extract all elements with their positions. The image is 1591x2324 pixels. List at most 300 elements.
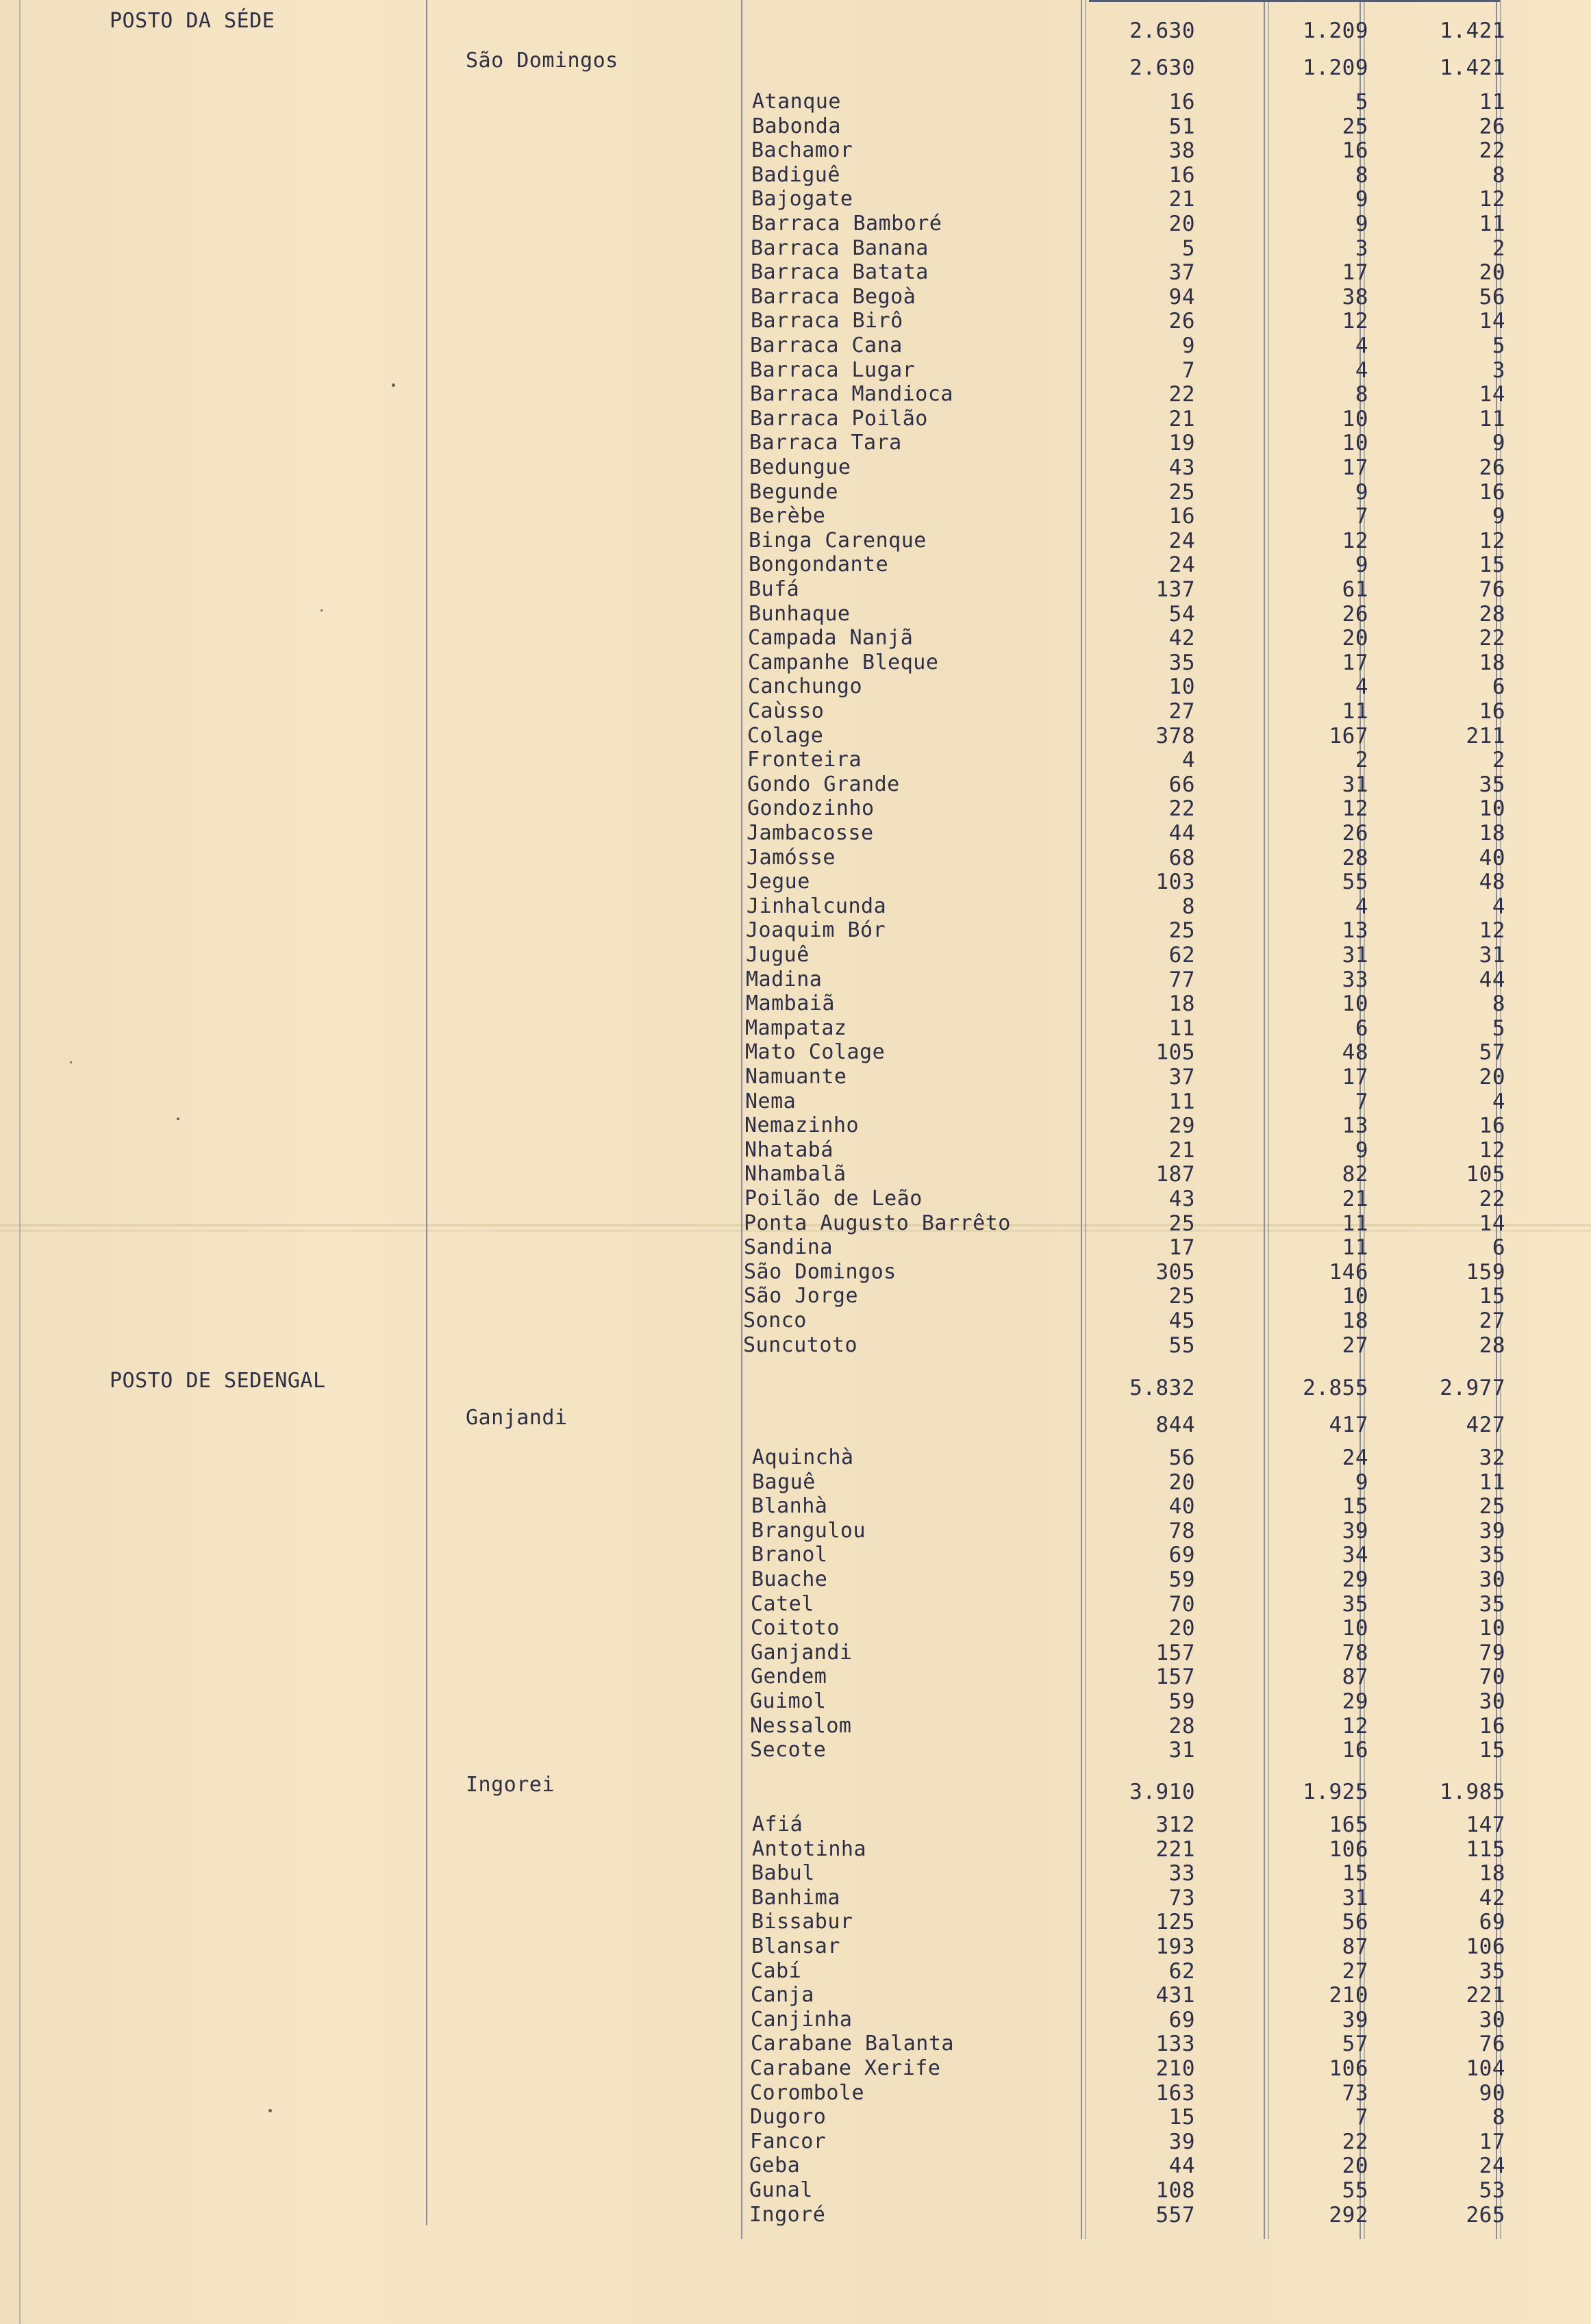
village-total: 69 xyxy=(1168,1543,1195,1567)
village-name: Antotinha xyxy=(752,1837,867,1861)
village-male: 11 xyxy=(1342,1235,1368,1260)
regulado-total-total: 844 xyxy=(1155,1413,1195,1437)
village-male: 31 xyxy=(1342,1886,1368,1910)
village-female: 27 xyxy=(1479,1309,1505,1333)
village-female: 8 xyxy=(1492,163,1505,188)
village-male: 78 xyxy=(1342,1641,1368,1665)
village-male: 73 xyxy=(1342,2081,1368,2106)
village-male: 10 xyxy=(1342,407,1368,431)
cut-off-header xyxy=(1089,0,1500,2)
village-male: 7 xyxy=(1355,504,1368,529)
village-male: 4 xyxy=(1355,333,1368,358)
village-total: 29 xyxy=(1168,1113,1195,1138)
village-total: 38 xyxy=(1168,138,1195,163)
village-male: 9 xyxy=(1355,553,1368,577)
village-total: 17 xyxy=(1168,1235,1195,1260)
village-female: 147 xyxy=(1466,1813,1505,1837)
village-total: 28 xyxy=(1168,1714,1195,1739)
village-female: 104 xyxy=(1466,2056,1505,2081)
village-female: 28 xyxy=(1479,602,1505,627)
village-total: 68 xyxy=(1168,846,1195,870)
village-male: 167 xyxy=(1329,724,1368,748)
village-total: 10 xyxy=(1168,674,1195,699)
regulado-name: Ingorei xyxy=(466,1773,555,1797)
posto-total-female: 1.421 xyxy=(1440,18,1505,43)
village-female: 14 xyxy=(1479,1211,1505,1236)
village-female: 30 xyxy=(1479,2008,1505,2032)
village-female: 8 xyxy=(1492,992,1505,1016)
village-male: 27 xyxy=(1342,1333,1368,1358)
village-male: 21 xyxy=(1342,1187,1368,1211)
village-name: Fronteira xyxy=(747,748,862,772)
village-male: 29 xyxy=(1342,1567,1368,1592)
village-name: Brangulou xyxy=(751,1519,866,1543)
village-female: 11 xyxy=(1479,407,1505,431)
regulado-name: São Domingos xyxy=(466,49,618,73)
village-male: 56 xyxy=(1342,1910,1368,1934)
column-rule xyxy=(1264,0,1265,2239)
village-total: 55 xyxy=(1168,1333,1195,1358)
village-female: 6 xyxy=(1492,1235,1505,1260)
village-name: Banhima xyxy=(751,1886,840,1910)
village-female: 10 xyxy=(1479,796,1505,821)
village-male: 20 xyxy=(1342,626,1368,651)
village-name: Barraca Bamboré xyxy=(751,212,942,236)
village-female: 11 xyxy=(1479,1470,1505,1495)
village-total: 16 xyxy=(1168,504,1195,529)
village-female: 26 xyxy=(1479,455,1505,480)
village-female: 18 xyxy=(1479,651,1505,675)
village-name: Mambaiã xyxy=(746,992,835,1015)
village-total: 125 xyxy=(1155,1910,1195,1934)
village-total: 59 xyxy=(1168,1567,1195,1592)
village-total: 108 xyxy=(1155,2178,1195,2203)
village-female: 22 xyxy=(1479,138,1505,163)
village-total: 431 xyxy=(1155,1983,1195,2008)
village-total: 78 xyxy=(1168,1519,1195,1543)
village-total: 25 xyxy=(1168,1211,1195,1236)
village-total: 56 xyxy=(1168,1445,1195,1470)
village-female: 2 xyxy=(1492,236,1505,261)
posto-total-female: 2.977 xyxy=(1440,1376,1505,1400)
village-male: 9 xyxy=(1355,212,1368,236)
village-female: 16 xyxy=(1479,1113,1505,1138)
village-male: 292 xyxy=(1329,2203,1368,2227)
village-total: 22 xyxy=(1168,382,1195,407)
village-male: 17 xyxy=(1342,651,1368,675)
village-female: 9 xyxy=(1492,431,1505,455)
village-male: 17 xyxy=(1342,260,1368,285)
village-female: 20 xyxy=(1479,1065,1505,1089)
village-total: 54 xyxy=(1168,602,1195,627)
village-name: Nessalom xyxy=(750,1714,852,1738)
village-total: 187 xyxy=(1155,1162,1195,1187)
village-female: 14 xyxy=(1479,309,1505,333)
village-male: 31 xyxy=(1342,943,1368,968)
village-male: 11 xyxy=(1342,699,1368,724)
village-name: Jegue xyxy=(747,870,810,894)
village-male: 61 xyxy=(1342,577,1368,602)
village-total: 37 xyxy=(1168,260,1195,285)
village-total: 69 xyxy=(1168,2008,1195,2032)
regulado-total-female: 1.421 xyxy=(1440,55,1505,80)
village-name: Barraca Lugar xyxy=(750,358,916,382)
village-name: Baguê xyxy=(752,1470,816,1494)
village-name: Barraca Batata xyxy=(751,260,929,284)
village-male: 18 xyxy=(1342,1309,1368,1333)
village-total: 7 xyxy=(1181,358,1195,383)
village-male: 4 xyxy=(1355,358,1368,383)
village-total: 31 xyxy=(1168,1738,1195,1763)
village-total: 103 xyxy=(1155,870,1195,894)
village-name: Blansar xyxy=(751,1934,840,1958)
village-total: 25 xyxy=(1168,918,1195,943)
village-name: Carabane Xerife xyxy=(750,2056,941,2080)
village-female: 115 xyxy=(1466,1837,1505,1862)
village-name: Sonco xyxy=(743,1309,807,1332)
village-female: 12 xyxy=(1479,1138,1505,1163)
village-name: Campanhe Bleque xyxy=(748,651,939,674)
village-name: Binga Carenque xyxy=(749,529,927,553)
village-male: 57 xyxy=(1342,2032,1368,2056)
village-name: Canja xyxy=(751,1983,814,2007)
village-name: Afiá xyxy=(752,1813,803,1836)
village-male: 87 xyxy=(1342,1934,1368,1959)
village-total: 157 xyxy=(1155,1641,1195,1665)
village-male: 6 xyxy=(1355,1016,1368,1041)
village-total: 378 xyxy=(1155,724,1195,748)
village-name: São Domingos xyxy=(744,1260,897,1284)
village-female: 105 xyxy=(1466,1162,1505,1187)
village-total: 157 xyxy=(1155,1665,1195,1689)
village-name: Sandina xyxy=(744,1235,833,1259)
village-female: 15 xyxy=(1479,1284,1505,1309)
regulado-total-female: 427 xyxy=(1466,1413,1505,1437)
posto-total-male: 2.855 xyxy=(1303,1376,1368,1400)
village-male: 24 xyxy=(1342,1445,1368,1470)
village-total: 305 xyxy=(1155,1260,1195,1285)
village-male: 17 xyxy=(1342,1065,1368,1089)
village-female: 44 xyxy=(1479,968,1505,992)
village-total: 210 xyxy=(1155,2056,1195,2081)
village-male: 87 xyxy=(1342,1665,1368,1689)
village-name: Nemazinho xyxy=(744,1113,860,1137)
village-female: 11 xyxy=(1479,90,1505,114)
village-female: 18 xyxy=(1479,821,1505,846)
village-name: Corombole xyxy=(750,2081,865,2105)
village-male: 39 xyxy=(1342,1519,1368,1543)
column-rule xyxy=(741,0,742,2239)
village-male: 106 xyxy=(1329,2056,1368,2081)
village-female: 10 xyxy=(1479,1616,1505,1641)
village-name: Guimol xyxy=(750,1689,827,1713)
village-male: 33 xyxy=(1342,968,1368,992)
village-male: 31 xyxy=(1342,772,1368,797)
village-total: 16 xyxy=(1168,163,1195,188)
village-total: 62 xyxy=(1168,943,1195,968)
village-name: Barraca Tara xyxy=(749,431,902,455)
village-female: 11 xyxy=(1479,212,1505,236)
village-name: Gondozinho xyxy=(747,796,875,820)
column-rule xyxy=(19,0,21,2324)
village-male: 10 xyxy=(1342,431,1368,455)
village-name: Barraca Birô xyxy=(751,309,903,333)
village-name: Babonda xyxy=(752,114,841,138)
village-name: Mampataz xyxy=(745,1016,847,1040)
village-total: 16 xyxy=(1168,90,1195,114)
regulado-total-male: 417 xyxy=(1329,1413,1368,1437)
village-male: 48 xyxy=(1342,1040,1368,1065)
village-female: 8 xyxy=(1492,2105,1505,2130)
village-name: Jamósse xyxy=(747,846,836,870)
village-female: 31 xyxy=(1479,943,1505,968)
village-total: 9 xyxy=(1181,333,1195,358)
village-male: 12 xyxy=(1342,309,1368,333)
village-name: Colage xyxy=(747,724,824,748)
village-name: Catel xyxy=(751,1592,814,1616)
village-total: 25 xyxy=(1168,480,1195,505)
village-female: 30 xyxy=(1479,1689,1505,1714)
village-total: 44 xyxy=(1168,2154,1195,2178)
village-female: 9 xyxy=(1492,504,1505,529)
village-male: 35 xyxy=(1342,1592,1368,1617)
village-name: Poilão de Leão xyxy=(744,1187,923,1211)
village-name: Ganjandi xyxy=(751,1641,853,1665)
village-name: Nema xyxy=(745,1089,797,1113)
village-female: 79 xyxy=(1479,1641,1505,1665)
village-male: 22 xyxy=(1342,2130,1368,2154)
village-name: Jambacosse xyxy=(747,821,874,845)
village-total: 33 xyxy=(1168,1861,1195,1886)
posto-name: POSTO DA SÉDE xyxy=(110,9,275,33)
village-male: 3 xyxy=(1355,236,1368,261)
village-female: 32 xyxy=(1479,1445,1505,1470)
village-female: 15 xyxy=(1479,1738,1505,1763)
village-total: 193 xyxy=(1155,1934,1195,1959)
village-total: 21 xyxy=(1168,407,1195,431)
village-name: Begunde xyxy=(749,480,838,504)
village-female: 48 xyxy=(1479,870,1505,894)
village-total: 27 xyxy=(1168,699,1195,724)
village-total: 24 xyxy=(1168,553,1195,577)
village-total: 35 xyxy=(1168,651,1195,675)
village-male: 16 xyxy=(1342,1738,1368,1763)
village-total: 19 xyxy=(1168,431,1195,455)
column-rule xyxy=(426,0,427,2225)
village-total: 39 xyxy=(1168,2130,1195,2154)
village-name: Bajogate xyxy=(751,187,853,211)
village-name: Secote xyxy=(750,1738,827,1762)
village-female: 4 xyxy=(1492,1089,1505,1114)
village-total: 66 xyxy=(1168,772,1195,797)
posto-total-total: 5.832 xyxy=(1129,1376,1195,1400)
village-female: 70 xyxy=(1479,1665,1505,1689)
village-name: Atanque xyxy=(752,90,841,114)
village-total: 11 xyxy=(1168,1016,1195,1041)
village-male: 38 xyxy=(1342,285,1368,310)
village-male: 10 xyxy=(1342,992,1368,1016)
village-total: 221 xyxy=(1155,1837,1195,1862)
village-name: Dugoro xyxy=(750,2105,827,2129)
regulado-name: Ganjandi xyxy=(466,1406,568,1430)
village-total: 43 xyxy=(1168,455,1195,480)
village-name: Bachamor xyxy=(751,138,853,162)
village-name: Barraca Poilão xyxy=(750,407,928,431)
village-male: 55 xyxy=(1342,870,1368,894)
village-male: 39 xyxy=(1342,2008,1368,2032)
village-male: 10 xyxy=(1342,1284,1368,1309)
village-name: Coitoto xyxy=(751,1616,840,1640)
village-name: Juguê xyxy=(746,943,810,967)
village-total: 26 xyxy=(1168,309,1195,333)
village-male: 20 xyxy=(1342,2154,1368,2178)
village-name: Jinhalcunda xyxy=(747,894,887,918)
village-female: 18 xyxy=(1479,1861,1505,1886)
village-female: 22 xyxy=(1479,1187,1505,1211)
village-female: 3 xyxy=(1492,358,1505,383)
village-male: 7 xyxy=(1355,2105,1368,2130)
village-female: 56 xyxy=(1479,285,1505,310)
village-total: 20 xyxy=(1168,1470,1195,1495)
village-male: 9 xyxy=(1355,187,1368,212)
village-female: 221 xyxy=(1466,1983,1505,2008)
village-male: 26 xyxy=(1342,602,1368,627)
village-name: Barraca Cana xyxy=(750,333,903,357)
village-name: Nhambalã xyxy=(744,1162,847,1186)
village-name: Caùsso xyxy=(748,699,825,723)
village-name: Bunhaque xyxy=(749,602,851,626)
village-male: 210 xyxy=(1329,1983,1368,2008)
village-name: Fancor xyxy=(750,2130,827,2154)
regulado-total-female: 1.985 xyxy=(1440,1780,1505,1804)
village-name: Namuante xyxy=(745,1065,847,1089)
village-female: 26 xyxy=(1479,114,1505,139)
village-male: 8 xyxy=(1355,382,1368,407)
village-name: Ponta Augusto Barrêto xyxy=(744,1211,1011,1235)
village-total: 25 xyxy=(1168,1284,1195,1309)
village-male: 12 xyxy=(1342,796,1368,821)
village-total: 18 xyxy=(1168,992,1195,1016)
village-male: 25 xyxy=(1342,114,1368,139)
village-female: 5 xyxy=(1492,1016,1505,1041)
village-female: 22 xyxy=(1479,626,1505,651)
village-female: 14 xyxy=(1479,382,1505,407)
village-name: Carabane Balanta xyxy=(751,2032,954,2056)
village-female: 24 xyxy=(1479,2154,1505,2178)
village-name: Aquinchà xyxy=(752,1445,854,1469)
village-male: 10 xyxy=(1342,1616,1368,1641)
village-male: 29 xyxy=(1342,1689,1368,1714)
village-name: Barraca Mandioca xyxy=(750,382,953,406)
village-female: 15 xyxy=(1479,553,1505,577)
village-female: 90 xyxy=(1479,2081,1505,2106)
village-total: 51 xyxy=(1168,114,1195,139)
village-name: Madina xyxy=(746,968,823,992)
village-female: 16 xyxy=(1479,699,1505,724)
regulado-total-total: 2.630 xyxy=(1129,55,1195,80)
village-female: 159 xyxy=(1466,1260,1505,1285)
village-name: Berèbe xyxy=(749,504,826,528)
column-rule xyxy=(1268,0,1269,2239)
village-name: Nhatabá xyxy=(744,1138,834,1162)
village-male: 13 xyxy=(1342,1113,1368,1138)
village-female: 12 xyxy=(1479,187,1505,212)
column-rule xyxy=(1085,0,1086,2239)
village-total: 77 xyxy=(1168,968,1195,992)
village-name: Geba xyxy=(749,2154,801,2177)
posto-name: POSTO DE SEDENGAL xyxy=(110,1369,326,1393)
village-total: 40 xyxy=(1168,1494,1195,1519)
village-male: 12 xyxy=(1342,529,1368,553)
village-female: 35 xyxy=(1479,1543,1505,1567)
village-female: 69 xyxy=(1479,1910,1505,1934)
village-female: 6 xyxy=(1492,674,1505,699)
village-male: 106 xyxy=(1329,1837,1368,1862)
village-total: 8 xyxy=(1181,894,1195,919)
posto-total-total: 2.630 xyxy=(1129,18,1195,43)
village-female: 265 xyxy=(1466,2203,1505,2227)
village-total: 4 xyxy=(1181,748,1195,772)
village-female: 17 xyxy=(1479,2130,1505,2154)
village-male: 165 xyxy=(1329,1813,1368,1837)
village-name: Branol xyxy=(751,1543,828,1567)
village-male: 2 xyxy=(1355,748,1368,772)
village-total: 21 xyxy=(1168,1138,1195,1163)
village-name: Canchungo xyxy=(748,674,863,698)
village-female: 42 xyxy=(1479,1886,1505,1910)
village-male: 7 xyxy=(1355,1089,1368,1114)
village-total: 62 xyxy=(1168,1959,1195,1984)
village-male: 5 xyxy=(1355,90,1368,114)
column-rule xyxy=(1081,0,1082,2239)
village-total: 5 xyxy=(1181,236,1195,261)
village-total: 15 xyxy=(1168,2105,1195,2130)
village-total: 42 xyxy=(1168,626,1195,651)
village-female: 20 xyxy=(1479,260,1505,285)
village-female: 76 xyxy=(1479,577,1505,602)
village-male: 55 xyxy=(1342,2178,1368,2203)
village-name: Ingoré xyxy=(749,2203,826,2227)
village-name: Gondo Grande xyxy=(747,772,900,796)
village-name: Campada Nanjã xyxy=(748,626,914,650)
village-name: Gendem xyxy=(751,1665,827,1689)
village-name: Bissabur xyxy=(751,1910,853,1934)
village-name: Barraca Banana xyxy=(751,236,929,260)
village-name: Bongondante xyxy=(749,553,889,577)
village-total: 21 xyxy=(1168,187,1195,212)
village-female: 40 xyxy=(1479,846,1505,870)
village-name: Gunal xyxy=(749,2178,813,2202)
village-female: 25 xyxy=(1479,1494,1505,1519)
village-female: 35 xyxy=(1479,1592,1505,1617)
village-male: 146 xyxy=(1329,1260,1368,1285)
village-male: 15 xyxy=(1342,1494,1368,1519)
village-name: Badiguê xyxy=(751,163,840,187)
village-female: 5 xyxy=(1492,333,1505,358)
village-female: 30 xyxy=(1479,1567,1505,1592)
village-female: 35 xyxy=(1479,772,1505,797)
village-total: 557 xyxy=(1155,2203,1195,2227)
village-total: 37 xyxy=(1168,1065,1195,1089)
village-total: 20 xyxy=(1168,212,1195,236)
regulado-total-male: 1.209 xyxy=(1303,55,1368,80)
village-female: 12 xyxy=(1479,529,1505,553)
village-male: 4 xyxy=(1355,894,1368,919)
village-total: 22 xyxy=(1168,796,1195,821)
village-male: 27 xyxy=(1342,1959,1368,1984)
village-female: 4 xyxy=(1492,894,1505,919)
village-male: 17 xyxy=(1342,455,1368,480)
